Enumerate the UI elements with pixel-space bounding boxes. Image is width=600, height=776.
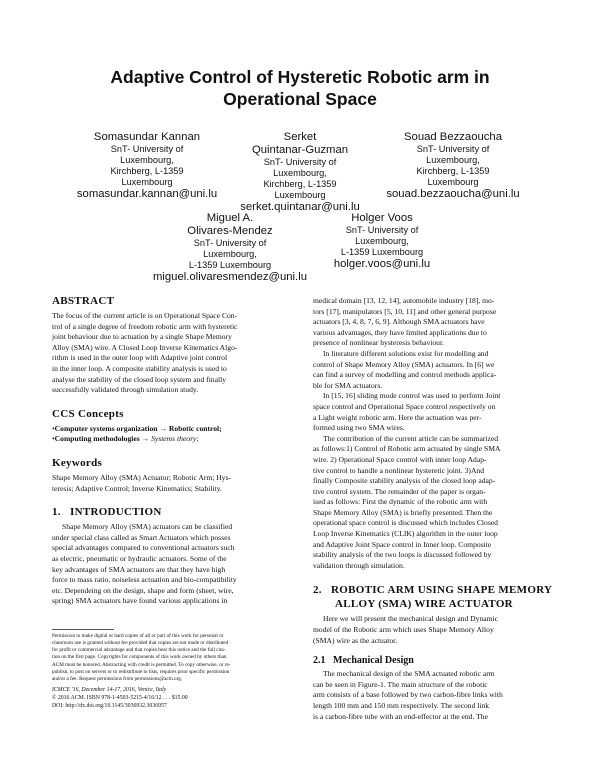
keywords-heading: Keywords xyxy=(52,456,103,469)
body-line: can be seen in Figure-1. The main structure of the robotic xyxy=(313,679,488,689)
author-block xyxy=(376,131,530,201)
author-email: serket.quintanar@uni.lu xyxy=(240,201,360,213)
permission-line: classroom use is granted without fee provided that copies are not made or distributed xyxy=(52,640,229,647)
doi-line: DOI: http://dx.doi.org/10.1145/3036932.3036957 xyxy=(52,703,167,710)
bullet: • xyxy=(52,434,55,444)
body-line: ble for SMA actuators. xyxy=(313,380,383,390)
body-line: In [15, 16] sliding mode control was used to perform Joint xyxy=(323,391,501,401)
introduction-heading: 1. INTRODUCTION xyxy=(52,506,162,519)
author-name: Olivares-Mendez xyxy=(187,225,273,237)
permission-line: tion on the first page. Copyrights for components of this work owned by others than xyxy=(52,654,227,661)
left-column xyxy=(52,294,310,710)
author-block xyxy=(70,131,224,201)
author-affiliation: Kirchberg, L-1359 xyxy=(263,179,337,189)
author-name: Miguel A. xyxy=(206,212,254,224)
body-line: validation through simulation. xyxy=(313,560,405,570)
ccs-heading: CCS Concepts xyxy=(52,407,124,420)
author-affiliation: Luxembourg, xyxy=(203,249,257,259)
keywords-line: teresis; Adaptive Control; Inverse Kinematics; Stability. xyxy=(52,483,222,493)
permission-line: and/or a fee. Request permissions from permissions@acm.org. xyxy=(52,676,183,683)
body-line: is a carbon-fibre tube with an end-effector at the end. The xyxy=(313,711,488,721)
body-line: The contribution of the current article can be summarized xyxy=(323,433,499,443)
body-line: length 100 mm and 150 mm respectively. The second link xyxy=(313,701,490,710)
author-affiliation: Luxembourg xyxy=(427,177,479,187)
arrow: → xyxy=(139,434,152,444)
abstract-line: rithm is used in the outer loop with Adaptive joint control xyxy=(52,353,228,363)
body-line: control of Shape Memory Alloy (SMA) actuators. In [6] we xyxy=(313,359,495,369)
abstract-heading: ABSTRACT xyxy=(52,295,115,307)
author-affiliation: SnT- University of xyxy=(193,238,267,248)
body-line: tive control to handle a nonlinear hysteretic joint. 3)And xyxy=(313,465,485,475)
author-email: souad.bezzaoucha@uni.lu xyxy=(386,188,520,200)
abstract-line: The focus of the current article is on Operational Space Con- xyxy=(52,311,238,320)
body-line: can find a survey of modelling and control methods applica- xyxy=(313,370,497,380)
body-line: and Adaptive Joint Space control in Inner loop. Composite xyxy=(313,539,492,549)
body-line: wire. 2) Operational Space control with inner loop Adap- xyxy=(313,454,487,464)
author-name: Somasundar Kannan xyxy=(93,131,201,143)
author-affiliation: L-1359 Luxembourg xyxy=(188,260,272,270)
ccs-subterm: Systems theory; xyxy=(151,434,199,444)
body-line: finally Composite stability analysis of the closed loop adap- xyxy=(313,476,496,486)
author-name: Holger Voos xyxy=(351,212,413,224)
author-block xyxy=(312,212,452,271)
footnote-divider xyxy=(52,629,114,630)
body-line: medical domain [13, 12, 14], automobile industry [18], mo- xyxy=(313,296,495,305)
author-affiliation: SnT- University of xyxy=(416,144,490,154)
intro-line: special advantages compared to conventional actuators such xyxy=(52,543,235,553)
author-affiliation: SnT- University of xyxy=(345,225,419,235)
ccs-subterm: Robotic control; xyxy=(168,423,222,433)
body-line: ised as follows: First the dynamic of the robotic arm with xyxy=(313,497,488,507)
subsection-2-1-heading: 2.1 Mechanical Design xyxy=(313,655,414,667)
right-column xyxy=(313,296,571,722)
ccs-item xyxy=(52,434,310,445)
author-email: somasundar.kannan@uni.lu xyxy=(76,188,218,200)
keywords-line: Shape Memory Alloy (SMA) Actuator; Robotic Arm; Hys- xyxy=(52,472,232,482)
intro-line: under special class called as Smart Actuators which posses xyxy=(52,532,231,542)
author-affiliation: Luxembourg, xyxy=(273,168,327,178)
permission-line: for profit or commercial advantage and that copies bear this notice and the full cita- xyxy=(52,647,226,654)
abstract-line: Alloy (SMA) wire. A Closed Loop Inverse Kinematics Algo- xyxy=(52,342,238,352)
ccs-item xyxy=(52,424,310,435)
section-2-heading: ALLOY (SMA) WIRE ACTUATOR xyxy=(335,598,513,611)
permission-notice xyxy=(52,633,310,683)
paper-title: Adaptive Control of Hysteretic Robotic arm in Operational Space xyxy=(110,67,490,109)
body-line: space control and Operational Space control respectively on xyxy=(313,401,496,411)
author-affiliation: SnT- University of xyxy=(110,144,184,154)
author-affiliation: SnT- University of xyxy=(263,157,337,167)
ccs-term: Computer systems organization xyxy=(54,423,158,433)
conference-info: ICMCE '16, December 14-17, 2016, Venice, Italy xyxy=(52,687,167,694)
body-line: The mechanical design of the SMA actuated robotic arm xyxy=(323,669,495,679)
ccs-term: Computing methodologies xyxy=(54,434,140,444)
body-line: arm consists of a base followed by two carbon-fibre links with xyxy=(313,690,503,700)
author-affiliation: Luxembourg xyxy=(274,190,326,200)
author-affiliation: Luxembourg, xyxy=(120,155,174,165)
author-affiliation: Kirchberg, L-1359 xyxy=(416,166,490,176)
author-affiliation: Luxembourg xyxy=(121,177,173,187)
author-affiliation: Kirchberg, L-1359 xyxy=(110,166,184,176)
body-line: as follows:1) Control of Robotic arm actuated by single SMA xyxy=(313,444,501,454)
abstract-line: successfully validated through simulation study. xyxy=(52,385,199,395)
body-line: tive control system. The remainder of the paper is organ- xyxy=(313,486,486,496)
abstract-line: trol of a single degree of freedom robotic arm with hysteretic xyxy=(52,321,238,331)
body-line: (SMA) wire as the actuator. xyxy=(313,635,398,645)
author-affiliation: Luxembourg, xyxy=(426,155,480,165)
abstract-line: in the inner loop. A composite stability analysis is used to xyxy=(52,363,227,373)
body-line: Shape Memory Alloy (SMA) is briefly presented. Then the xyxy=(313,507,493,517)
body-line: formed using two SMA wires. xyxy=(313,423,405,433)
abstract-line: joint behaviour due to actuation by a single Shape Memory xyxy=(52,332,232,342)
intro-line: spring) SMA actuators have found various applications in xyxy=(52,596,228,606)
intro-line: key advantages of SMA actuators are that they have high xyxy=(52,564,226,574)
author-block xyxy=(226,131,374,214)
body-line: Loop Inverse Kinematics (CLIK) algorithm in the outer loop xyxy=(313,529,498,539)
permission-line: publish, to post on servers or to redistribute to lists, requires prior specific permission xyxy=(52,668,230,675)
author-email: miguel.olivaresmendez@uni.lu xyxy=(152,271,307,283)
intro-line: etc. Dependeing on the design, shape and form (sheet, wire, xyxy=(52,585,234,595)
copyright-line: © 2016 ACM. ISBN 978-1-4503-5215-4/16/12 . . . $15.00 xyxy=(52,695,188,702)
body-line: In literature different solutions exist for modelling and xyxy=(323,348,489,358)
author-email: holger.voos@uni.lu xyxy=(333,258,431,270)
intro-line: Shape Memory Alloy (SMA) actuators can be classified xyxy=(62,522,233,532)
body-line: tors [17], manipulators [5, 10, 11] and other general purpose xyxy=(313,306,497,316)
body-line: a Light weight robotic arm. Here the actuation was per- xyxy=(313,412,482,422)
introduction-body xyxy=(52,522,310,607)
body-line: Here we will present the mechanical design and Dynamic xyxy=(323,614,499,624)
intro-line: force to mass ratio, noiseless actuation and bio-compatibility xyxy=(52,575,237,585)
author-affiliation: L-1359 Luxembourg xyxy=(340,247,424,257)
intro-line: as electric, pneumatic or hydraulic actuators. Some of the xyxy=(52,553,227,563)
arrow: → xyxy=(157,423,169,433)
abstract-line: analyse the stability of the closed loop system and finally xyxy=(52,374,226,384)
body-line: actuators [3, 4, 8, 7, 6, 9]. Although SMA actuators have xyxy=(313,317,485,327)
bullet: • xyxy=(52,423,55,433)
permission-line: Permission to make digital or hard copies of all or part of this work for personal or xyxy=(52,632,224,639)
body-line: operational space control is discussed which includes Closed xyxy=(313,518,498,528)
body-line: presence of nonlinear hysteresis behaviour. xyxy=(313,338,444,348)
author-block xyxy=(150,212,310,284)
author-name: Souad Bezzaoucha xyxy=(404,131,502,143)
author-name: Quintanar-Guzman xyxy=(251,144,349,156)
abstract-body xyxy=(52,311,310,396)
body-line: various advantages, they have limited applications due to xyxy=(313,327,487,337)
author-affiliation: Luxembourg, xyxy=(355,236,409,246)
permission-line: ACM must be honored. Abstracting with credit is permitted. To copy otherwise, or re- xyxy=(52,661,231,668)
body-line: stability analysis of the two loops is discussed followed by xyxy=(313,550,492,560)
section-2-heading: 2. ROBOTIC ARM USING SHAPE MEMORY xyxy=(313,584,553,597)
author-name: Serket xyxy=(283,131,317,143)
body-line: model of the Robotic arm which uses Shape Memory Alloy xyxy=(313,625,494,635)
